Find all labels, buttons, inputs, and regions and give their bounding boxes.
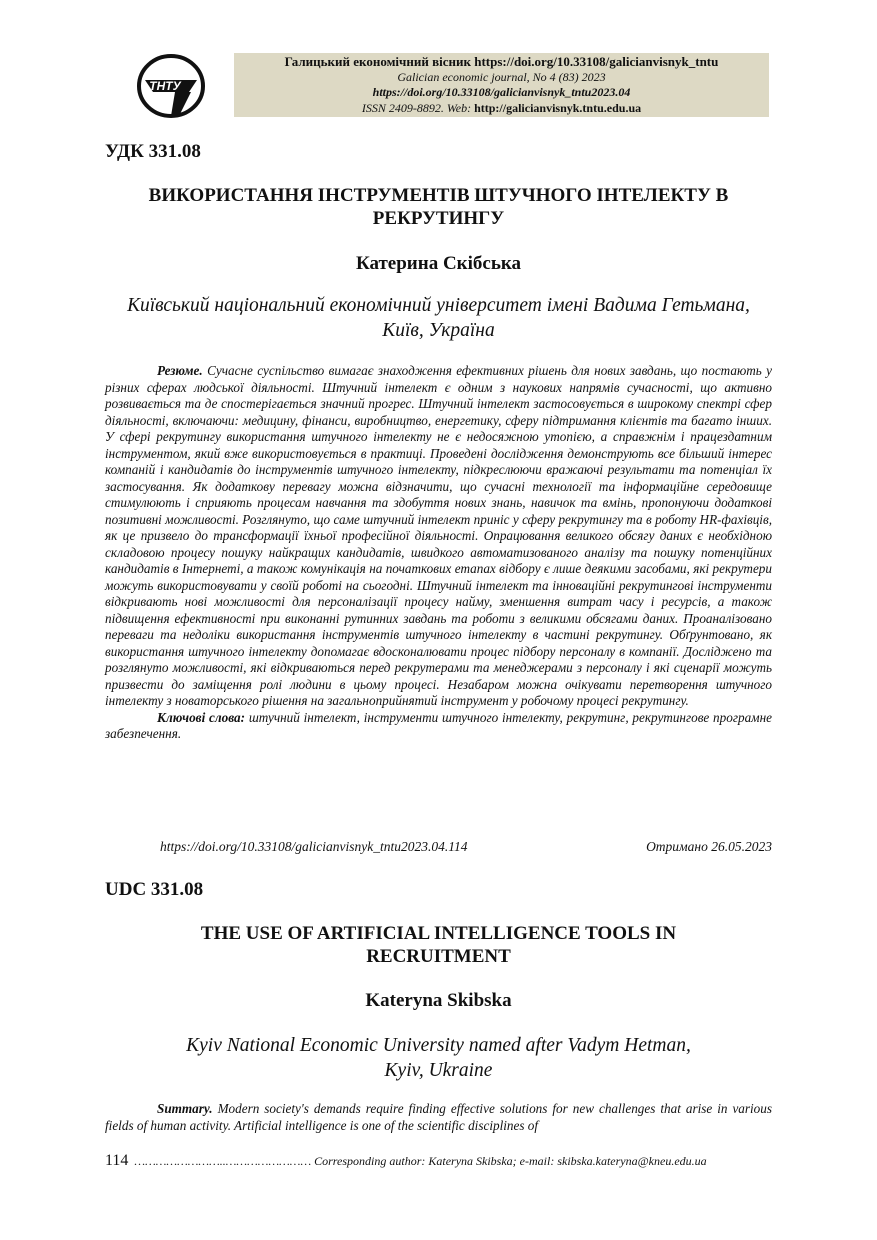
abstract-text: Сучасне суспільство вимагає знаходження ефективних рішень для нових завдань, що постають у різних сферах людської діяльності. Штучний інтелект є одним з наукових напрямів сучасності, що активно розвивається та де спостерігається значний прогрес. Штучний інтелект застосовується в широкому спектрі сфер діяльності, включаючи: медицину, фінанси, виробництво, енергетику, сферу підтримання клієнтів та багато інших. У сфері рекрутингу використання штучного інтелекту не є недосяжною утопією, а справжнім і працездатним інструментом, який вже використовується в практиці. Проведені дослідження демонструють все більший інтерес компаній і кандидатів до інструментів штучного інтелекту, підкреслюючи вражаючі результати та потенціал їх застосування. Як додаткову перевагу можна відзначити, що сучасні технології та інформаційне середовище стимулюють і сприяють процесам навчання та здобуття нових знань, навичок та вмінь, пропонуючи додаткові позитивні можливості. Розглянуто, що саме штучний інтелект приніс у сферу рекрутингу та в роботу HR-фахівців, як це призвело до трансформації їхньої професійної діяльності. Опрацювання великого обсягу даних є необхідною складовою процесу пошуку найкращих кандидатів, швидкого автоматизованого аналізу та пошуку потенційних кандидатів в Інтернеті, а також комунікація на початкових етапах відбору є лише деякими засобами, які рекрутери можуть використовувати у своїй роботі на сьогодні. Штучний інтелект та інноваційні рекрутингові інструменти відкривають нові можливості для персоналізації процесу найму, зменшення витрат часу і ресурсів, а також підвищення ефективності при виконанні рутинних завдань та роботи з великими обсягами даних. Проаналізовано переваги та недоліки використання інструментів штучного інтелекту в частині рекрутингу. Обґрунтовано, як використання штучного інтелекту допомагає вдосконалювати процес підбору персоналу в компанії. Досліджено та розглянуто можливості, які відкриваються перед рекрутерами та менеджерами з персоналу і які сценарії можуть призвести до заміщення ролі людини в цьому процесі. Незабаром можна очікувати перетворення штучного інтелекту з новаторського рішення на загальноприйнятий інструмент у робочому процесі рекрутингу.: [105, 363, 773, 708]
affiliation-en: Kyiv National Economic University named after Vadym Hetman, Kyiv, Ukraine: [186, 1035, 691, 1081]
article-title-ua: ВИКОРИСТАННЯ ІНСТРУМЕНТІВ ШТУЧНОГО ІНТЕЛЕКТУ В РЕКРУТИНГУ: [148, 185, 729, 229]
page-footer: [105, 1152, 772, 1170]
journal-issue-doi[interactable]: https://doi.org/10.33108/galicianvisnyk_tntu2023.04: [372, 85, 631, 99]
journal-header-line1: Галицький економічний вісник https://doi.org/10.33108/galicianvisnyk_tntu: [284, 54, 719, 69]
journal-doi-link[interactable]: https://doi.org/10.33108/galicianvisnyk_tntu: [474, 54, 719, 69]
journal-header: [234, 53, 769, 117]
udc-code: UDC 331.08: [105, 879, 204, 900]
abstract-label: Резюме.: [157, 363, 203, 378]
journal-web-link[interactable]: http://galicianvisnyk.tntu.edu.ua: [474, 100, 642, 115]
university-logo: [131, 50, 211, 122]
keywords-text: штучний інтелект, інструменти штучного інтелекту, рекрутинг, рекрутингове програмне забезпечення.: [105, 709, 772, 741]
article-title-en: THE USE OF ARTIFICIAL INTELLIGENCE TOOLS IN RECRUITMENT: [200, 923, 677, 967]
article-meta-ua: [160, 839, 772, 855]
corresponding-author: Corresponding author: Kateryna Skibska; e-mail: skibska.kateryna@kneu.edu.ua: [314, 1154, 707, 1168]
article-doi-link[interactable]: https://doi.org/10.33108/galicianvisnyk_tntu2023.04.114: [160, 839, 468, 854]
udk-code: УДК 331.08: [105, 141, 201, 162]
page-number: 114: [105, 1152, 129, 1169]
summary-en: [105, 1101, 772, 1134]
keywords-label: Ключові слова:: [157, 709, 246, 725]
abstract-ua: [105, 363, 772, 743]
summary-label: Summary.: [157, 1101, 213, 1116]
journal-header-line4: ISSN 2409-8892. Web: http://galicianvisnyk.tntu.edu.ua: [361, 100, 642, 115]
journal-header-line2: Galician economic journal, No 4 (83) 2023: [397, 69, 606, 84]
logo-text: ТНТУ: [149, 79, 181, 93]
summary-text: Modern society's demands require finding effective solutions for new challenges that arise in various fields of human activity. Artificial intelligence is one of the scientific disciplines of: [105, 1101, 773, 1133]
affiliation-ua: Київський національний економічний університет імені Вадима Гетьмана, Київ, Україна: [127, 295, 750, 341]
author-name-ua: Катерина Скібська: [355, 253, 522, 274]
author-name-en: Kateryna Skibska: [365, 990, 512, 1011]
received-date: Отримано 26.05.2023: [646, 839, 772, 854]
footer-dots: ……………………..……………………: [134, 1154, 312, 1168]
